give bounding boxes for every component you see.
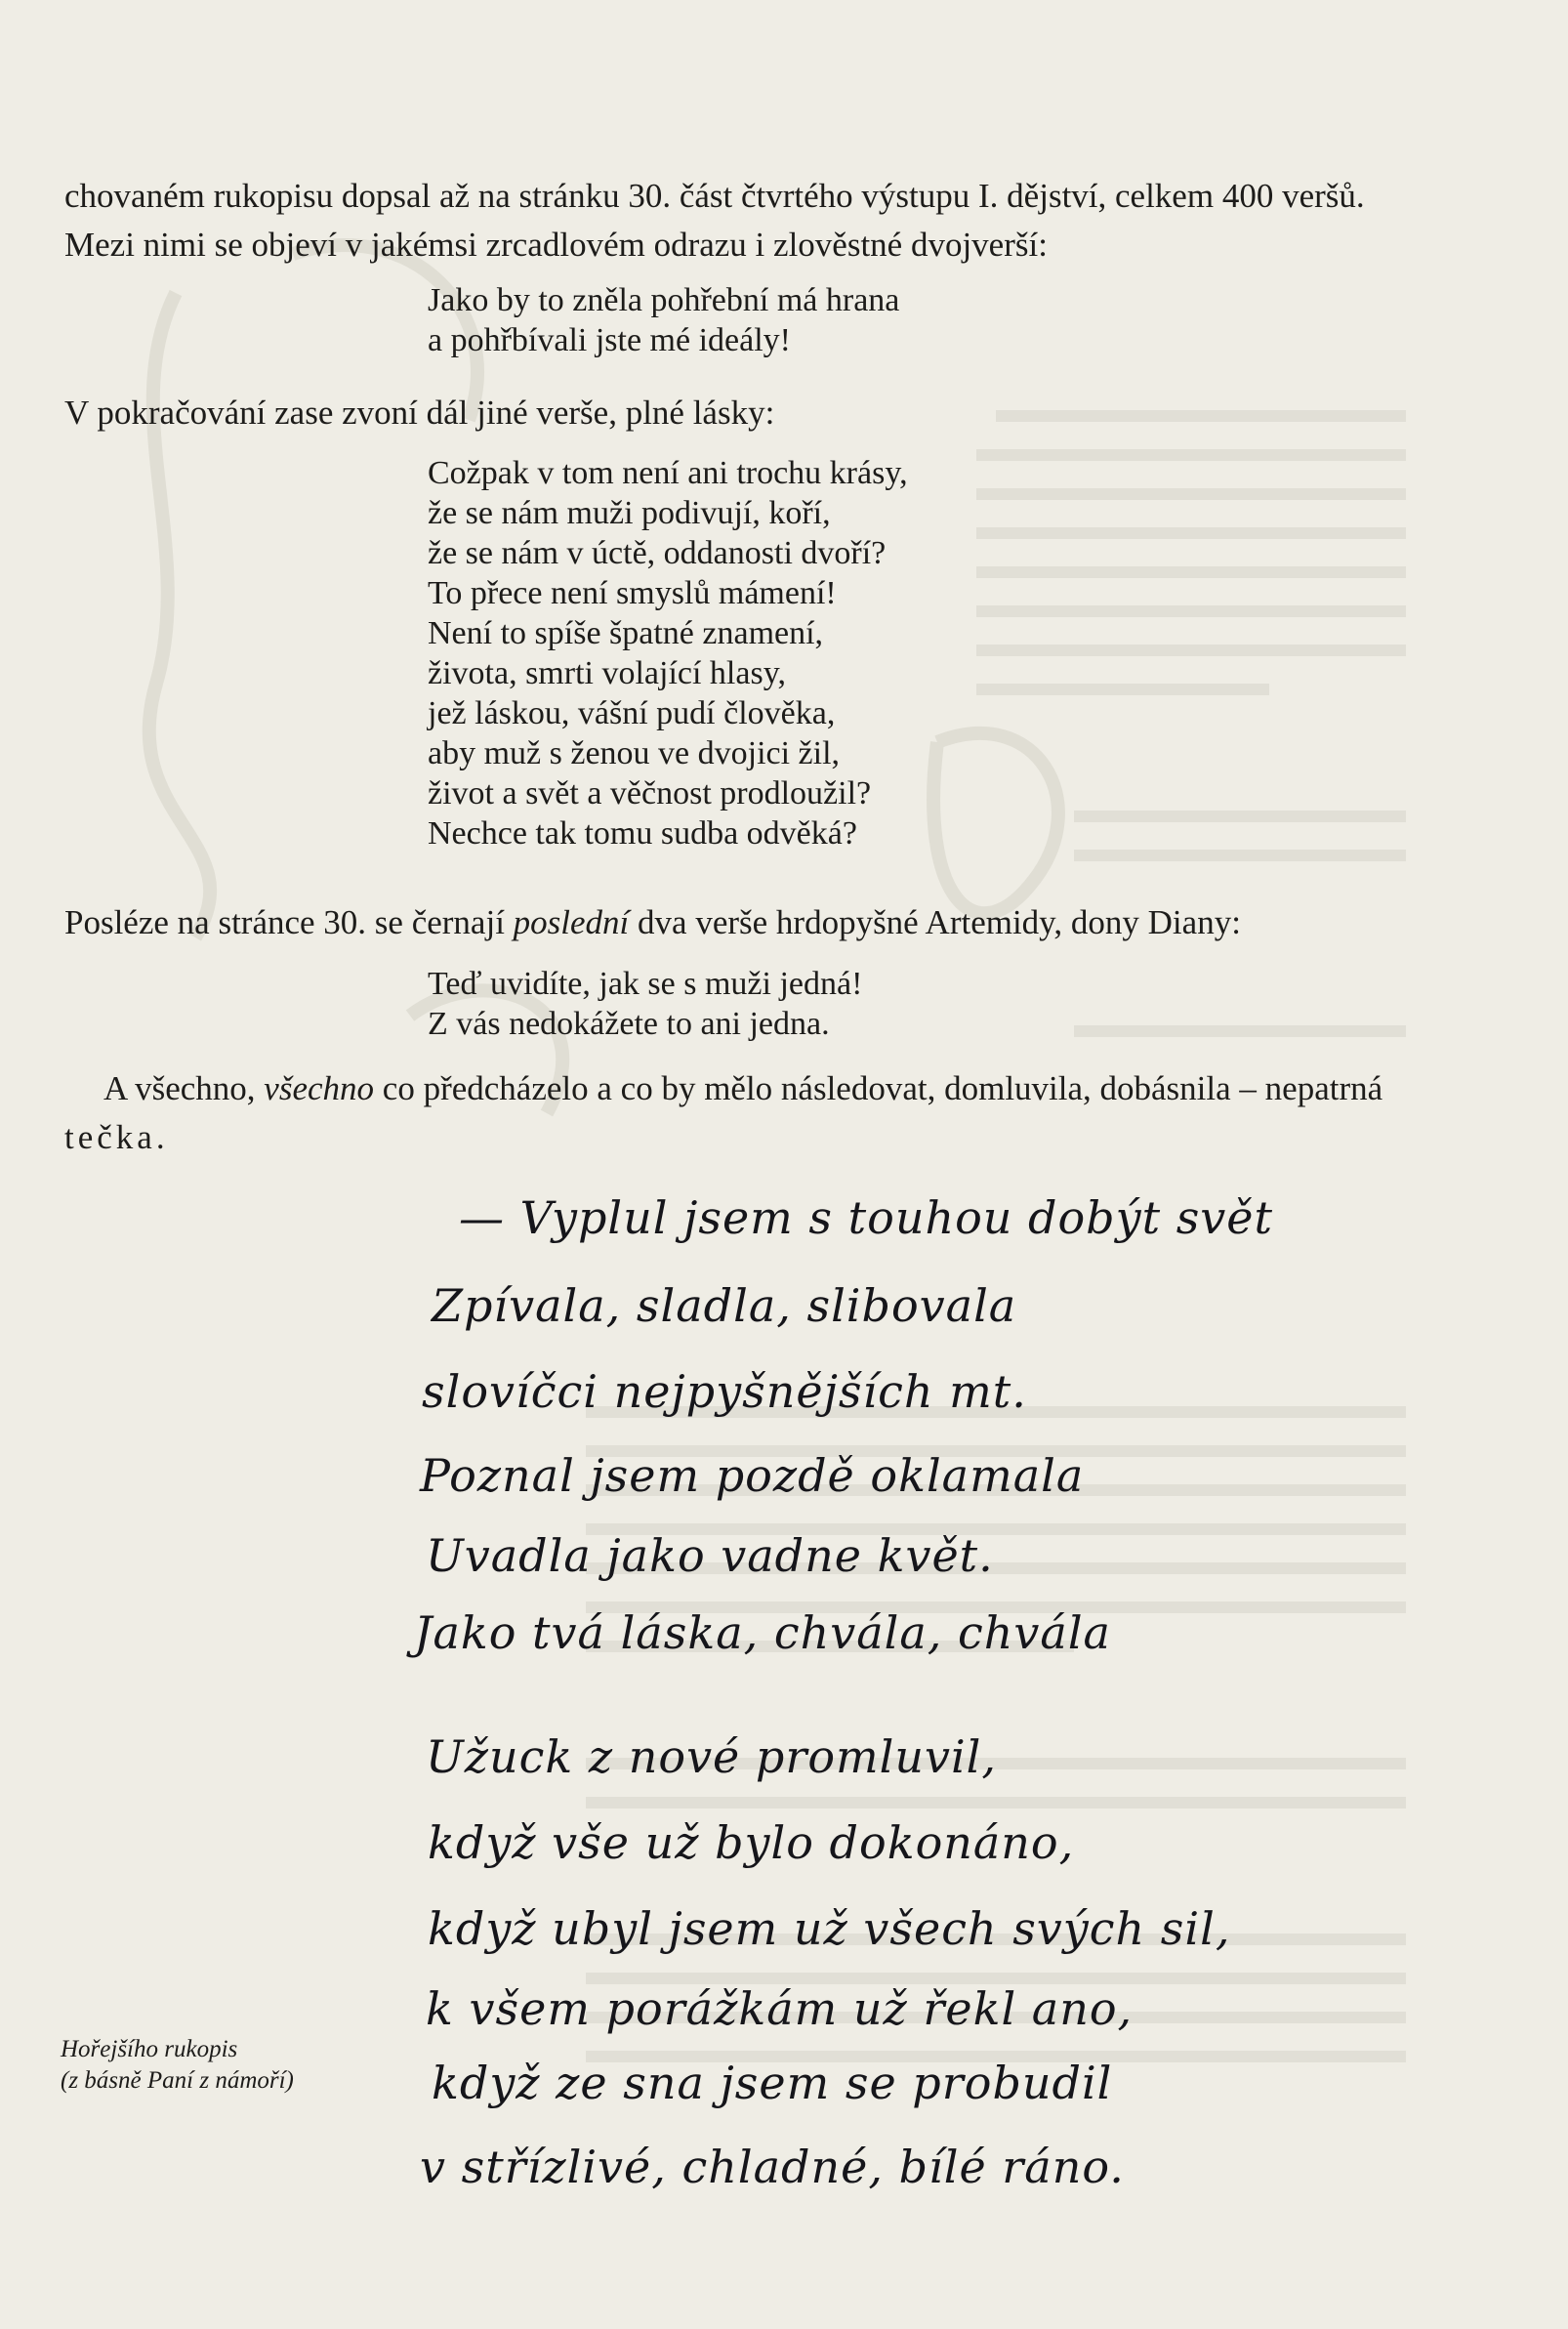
verse-love-stanza	[428, 453, 908, 853]
handwritten-line: Poznal jsem pozdě oklamala	[420, 1449, 1085, 1502]
verse-line: život a svět a věčnost prodloužil?	[428, 775, 872, 811]
verse-line: života, smrti volající hlasy,	[428, 655, 786, 691]
handwritten-line: — Vyplul jsem s touhou dobýt svět	[459, 1191, 1274, 1244]
handwritten-line: když ze sna jsem se probudil	[432, 2057, 1113, 2109]
handwritten-line: když vše už bylo dokonáno,	[428, 1816, 1075, 1869]
verse-line: Z vás nedokážete to ani jedna.	[428, 1006, 830, 1042]
handwritten-line: slovíčci nejpyšnějších mt.	[422, 1365, 1027, 1418]
paragraph-intro: chovaném rukopisu dopsal až na stránku 30. část čtvrtého výstupu I. dějství, celkem 400 veršů. Mezi nimi se objeví v jakémsi zrcadlovém odrazu i zlověstné dvojverší:	[64, 177, 1365, 264]
verse-line: To přece není smyslů mámení!	[428, 575, 837, 611]
paragraph-continuation: V pokračování zase zvoní dál jiné verše, plné lásky:	[64, 394, 775, 432]
spaced-word-tečka: tečka.	[64, 1118, 169, 1156]
verse-line: že se nám v úctě, oddanosti dvoří?	[428, 535, 887, 571]
text-run: A všechno,	[103, 1069, 265, 1107]
paragraph-closing	[64, 1064, 1412, 1162]
image-caption	[61, 2034, 294, 2097]
verse-line: že se nám muži podivují, koří,	[428, 495, 831, 531]
verse-line: jež láskou, vášní pudí člověka,	[428, 695, 836, 731]
caption-line: Hořejšího rukopis	[61, 2036, 238, 2062]
verse-line: Teď uvidíte, jak se s muži jedná!	[428, 966, 863, 1002]
verse-line: a pohřbívali jste mé ideály!	[428, 322, 791, 358]
emphasis-všechno: všechno	[264, 1069, 375, 1107]
text-run: co předcházelo a co by mělo následovat, domluvila, dobásnila – nepatrná	[374, 1069, 1383, 1107]
emphasis-poslední: poslední	[513, 903, 630, 941]
text-run: dva verše hrdopyšné Artemidy, dony Diany:	[629, 903, 1241, 941]
handwritten-line: když ubyl jsem už všech svých sil,	[428, 1902, 1231, 1955]
handwritten-line: Užuck z nové promluvil,	[426, 1730, 998, 1783]
verse-line: Nechce tak tomu sudba odvěká?	[428, 815, 857, 852]
text-run: Posléze na stránce 30. se černají	[64, 903, 514, 941]
handwritten-line: v střízlivé, chladné, bílé ráno.	[420, 2141, 1125, 2193]
handwritten-line: Zpívala, sladla, slibovala	[432, 1279, 1017, 1332]
paragraph-last-verses	[64, 898, 1412, 947]
verse-line: aby muž s ženou ve dvojici žil,	[428, 735, 841, 771]
verse-line: Jako by to zněla pohřební má hrana	[428, 282, 900, 318]
verse-line: Cožpak v tom není ani trochu krásy,	[428, 455, 908, 491]
handwritten-line: Jako tvá láska, chvála, chvála	[414, 1606, 1111, 1659]
handwritten-line: Uvadla jako vadne květ.	[426, 1529, 994, 1582]
caption-line: (z básně Paní z námoří)	[61, 2067, 294, 2094]
verse-couplet-1	[428, 280, 899, 360]
handwritten-line: k všem porážkám už řekl ano,	[426, 1982, 1134, 2035]
verse-couplet-diana	[428, 964, 862, 1044]
verse-line: Není to spíše špatné znamení,	[428, 615, 824, 651]
